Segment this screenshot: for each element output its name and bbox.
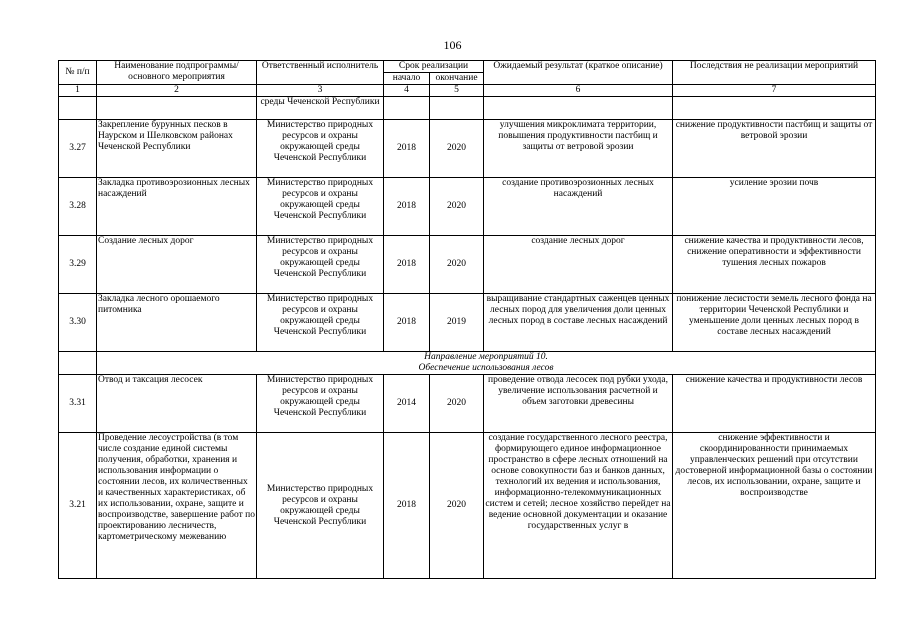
header-num: № п/п: [59, 61, 97, 85]
row-responsible: Министерство природных ресурсов и охраны окружающей среды Чеченской Республики: [257, 433, 384, 579]
header-responsible: Ответственный исполнитель: [257, 61, 384, 85]
table-row: [59, 178, 876, 236]
col-number: 3: [257, 85, 384, 97]
row-consequence: снижение качества и продуктивности лесов, снижение оперативности и эффективности тушения лесных пожаров: [673, 236, 876, 294]
row-consequence: снижение качества и продуктивности лесов: [673, 375, 876, 433]
section-title: Обеспечение использования лесов: [418, 363, 554, 373]
continuation-row: [59, 97, 876, 120]
header-name: Наименование подпрограммы/ основного мероприятия: [97, 61, 257, 85]
row-responsible: Министерство природных ресурсов и охраны окружающей среды Чеченской Республики: [257, 294, 384, 352]
row-name: Отвод и таксация лесосек: [97, 375, 257, 433]
col-number: 4: [384, 85, 430, 97]
table-row: [59, 375, 876, 433]
row-name: Закрепление бурунных песков в Наурском и Шелковском районах Чеченской Республики: [97, 120, 257, 178]
row-result: выращивание стандартных саженцев ценных лесных пород для увеличения доли ценных лесных пород в составе лесных насаждений: [484, 294, 673, 352]
header-result: Ожидаемый результат (краткое описание): [484, 61, 673, 85]
row-consequence: снижение продуктивности пастбищ и защиты от ветровой эрозии: [673, 120, 876, 178]
row-end: 2020: [430, 375, 484, 433]
row-name: Создание лесных дорог: [97, 236, 257, 294]
row-start: 2018: [384, 178, 430, 236]
row-num: 3.28: [59, 178, 97, 236]
table-row: [59, 236, 876, 294]
header-end: окончание: [430, 73, 484, 85]
table-row: [59, 433, 876, 579]
row-responsible: Министерство природных ресурсов и охраны окружающей среды Чеченской Республики: [257, 120, 384, 178]
row-end: 2020: [430, 178, 484, 236]
row-consequence: снижение эффективности и скоординированности принимаемых управленческих решений при отсутствии достоверной информационной базы о состоянии лесов, их использовании, охране, защите и воспроизводстве: [673, 433, 876, 579]
row-consequence: понижение лесистости земель лесного фонда на территории Чеченской Республики и уменьшение доли ценных лесных пород в составе лесных насаждений: [673, 294, 876, 352]
program-table: [58, 60, 876, 579]
row-num: 3.21: [59, 433, 97, 579]
row-consequence: усиление эрозии почв: [673, 178, 876, 236]
row-result: создание лесных дорог: [484, 236, 673, 294]
header-start: начало: [384, 73, 430, 85]
continuation-text: среды Чеченской Республики: [257, 97, 384, 120]
row-end: 2020: [430, 236, 484, 294]
col-number: 2: [97, 85, 257, 97]
row-end: 2020: [430, 433, 484, 579]
row-end: 2019: [430, 294, 484, 352]
row-start: 2018: [384, 433, 430, 579]
header-consequence: Последствия не реализации мероприятий: [673, 61, 876, 85]
table-row: [59, 294, 876, 352]
page-number: 106: [443, 38, 462, 52]
row-start: 2018: [384, 120, 430, 178]
col-number: 7: [673, 85, 876, 97]
row-name: Закладка лесного орошаемого питомника: [97, 294, 257, 352]
section-heading: [97, 352, 876, 375]
col-number: 6: [484, 85, 673, 97]
row-num: 3.31: [59, 375, 97, 433]
row-result: создание противоэрозионных лесных насаждений: [484, 178, 673, 236]
section-direction: Направление мероприятий 10.: [424, 352, 548, 362]
row-name: Проведение лесоустройства (в том числе создание единой системы получения, обработки, хранения и использования информации о состоянии лесов, их количественных и качественных характеристиках, об их использовании, охране, защите и воспроизводстве, завершение работ по проектированию лесничеств, картометрическому межеванию: [97, 433, 257, 579]
col-number: 1: [59, 85, 97, 97]
row-name: Закладка противоэрозионных лесных насаждений: [97, 178, 257, 236]
row-start: 2018: [384, 294, 430, 352]
row-result: улучшения микроклимата территории, повышения продуктивности пастбищ и защиты от ветровой эрозии: [484, 120, 673, 178]
row-start: 2014: [384, 375, 430, 433]
row-num: 3.30: [59, 294, 97, 352]
row-start: 2018: [384, 236, 430, 294]
header-row: [59, 61, 876, 73]
section-row: [59, 352, 876, 375]
row-result: создание государственного лесного реестра, формирующего единое информационное пространство в сфере лесных отношений на основе совокупности баз и банков данных, технологий их ведения и использования, информационно-телекоммуникационных систем и сетей; лесное хозяйство перейдет на ведение основной документации и оказание государственных услуг в: [484, 433, 673, 579]
row-responsible: Министерство природных ресурсов и охраны окружающей среды Чеченской Республики: [257, 178, 384, 236]
row-num: 3.27: [59, 120, 97, 178]
row-responsible: Министерство природных ресурсов и охраны окружающей среды Чеченской Республики: [257, 236, 384, 294]
row-num: 3.29: [59, 236, 97, 294]
column-number-row: [59, 85, 876, 97]
table-row: [59, 120, 876, 178]
row-end: 2020: [430, 120, 484, 178]
row-result: проведение отвода лесосек под рубки ухода, увеличение использования расчетной и объем заготовки древесины: [484, 375, 673, 433]
header-period: Срок реализации: [384, 61, 484, 73]
row-responsible: Министерство природных ресурсов и охраны окружающей среды Чеченской Республики: [257, 375, 384, 433]
col-number: 5: [430, 85, 484, 97]
